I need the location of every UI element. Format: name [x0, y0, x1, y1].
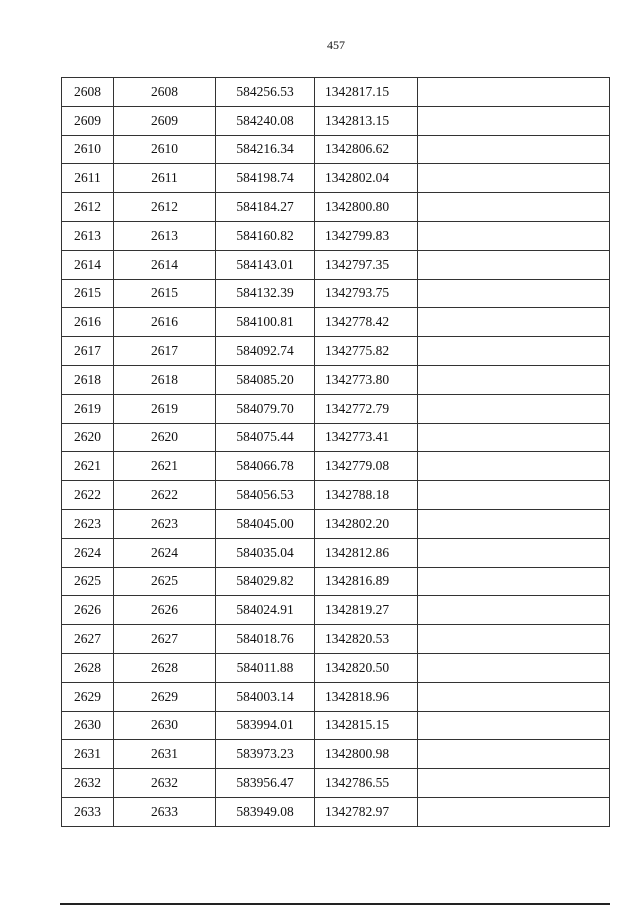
x-coordinate-cell: 583956.47 — [216, 769, 315, 798]
note-cell — [418, 797, 610, 826]
y-coordinate-cell: 1342806.62 — [315, 135, 418, 164]
point-id-cell: 2620 — [114, 423, 216, 452]
note-cell — [418, 106, 610, 135]
x-coordinate-cell: 584256.53 — [216, 78, 315, 107]
table-row — [62, 106, 610, 135]
y-coordinate-cell: 1342818.96 — [315, 682, 418, 711]
table-row — [62, 193, 610, 222]
note-cell — [418, 394, 610, 423]
point-number-cell: 2612 — [62, 193, 114, 222]
point-id-cell: 2633 — [114, 797, 216, 826]
point-id-cell: 2629 — [114, 682, 216, 711]
point-id-cell: 2611 — [114, 164, 216, 193]
point-number-cell: 2614 — [62, 250, 114, 279]
point-number-cell: 2624 — [62, 538, 114, 567]
point-number-cell: 2623 — [62, 509, 114, 538]
y-coordinate-cell: 1342793.75 — [315, 279, 418, 308]
note-cell — [418, 567, 610, 596]
y-coordinate-cell: 1342819.27 — [315, 596, 418, 625]
note-cell — [418, 221, 610, 250]
table-row — [62, 769, 610, 798]
x-coordinate-cell: 584029.82 — [216, 567, 315, 596]
point-number-cell: 2629 — [62, 682, 114, 711]
point-number-cell: 2613 — [62, 221, 114, 250]
x-coordinate-cell: 584011.88 — [216, 653, 315, 682]
y-coordinate-cell: 1342779.08 — [315, 452, 418, 481]
point-id-cell: 2613 — [114, 221, 216, 250]
point-number-cell: 2615 — [62, 279, 114, 308]
table-row — [62, 365, 610, 394]
y-coordinate-cell: 1342800.98 — [315, 740, 418, 769]
note-cell — [418, 337, 610, 366]
x-coordinate-cell: 584240.08 — [216, 106, 315, 135]
point-number-cell: 2608 — [62, 78, 114, 107]
x-coordinate-cell: 584085.20 — [216, 365, 315, 394]
x-coordinate-cell: 584092.74 — [216, 337, 315, 366]
point-number-cell: 2621 — [62, 452, 114, 481]
point-number-cell: 2620 — [62, 423, 114, 452]
table-row — [62, 625, 610, 654]
table-row — [62, 279, 610, 308]
y-coordinate-cell: 1342820.53 — [315, 625, 418, 654]
point-id-cell: 2608 — [114, 78, 216, 107]
y-coordinate-cell: 1342782.97 — [315, 797, 418, 826]
point-id-cell: 2619 — [114, 394, 216, 423]
x-coordinate-cell: 584066.78 — [216, 452, 315, 481]
table-row — [62, 221, 610, 250]
point-number-cell: 2632 — [62, 769, 114, 798]
table-row — [62, 250, 610, 279]
y-coordinate-cell: 1342786.55 — [315, 769, 418, 798]
x-coordinate-cell: 584056.53 — [216, 481, 315, 510]
y-coordinate-cell: 1342799.83 — [315, 221, 418, 250]
note-cell — [418, 78, 610, 107]
point-id-cell: 2626 — [114, 596, 216, 625]
point-number-cell: 2610 — [62, 135, 114, 164]
point-id-cell: 2609 — [114, 106, 216, 135]
x-coordinate-cell: 584079.70 — [216, 394, 315, 423]
point-id-cell: 2627 — [114, 625, 216, 654]
y-coordinate-cell: 1342797.35 — [315, 250, 418, 279]
y-coordinate-cell: 1342773.80 — [315, 365, 418, 394]
point-id-cell: 2625 — [114, 567, 216, 596]
y-coordinate-cell: 1342773.41 — [315, 423, 418, 452]
point-id-cell: 2628 — [114, 653, 216, 682]
page-number: 457 — [327, 38, 345, 52]
table-row — [62, 452, 610, 481]
point-number-cell: 2618 — [62, 365, 114, 394]
point-number-cell: 2633 — [62, 797, 114, 826]
point-id-cell: 2621 — [114, 452, 216, 481]
note-cell — [418, 452, 610, 481]
table-row — [62, 164, 610, 193]
note-cell — [418, 164, 610, 193]
point-number-cell: 2625 — [62, 567, 114, 596]
note-cell — [418, 250, 610, 279]
point-number-cell: 2619 — [62, 394, 114, 423]
note-cell — [418, 740, 610, 769]
y-coordinate-cell: 1342816.89 — [315, 567, 418, 596]
y-coordinate-cell: 1342817.15 — [315, 78, 418, 107]
table-row — [62, 78, 610, 107]
table-row — [62, 682, 610, 711]
note-cell — [418, 596, 610, 625]
point-number-cell: 2611 — [62, 164, 114, 193]
point-id-cell: 2615 — [114, 279, 216, 308]
table-row — [62, 481, 610, 510]
note-cell — [418, 308, 610, 337]
note-cell — [418, 538, 610, 567]
point-number-cell: 2628 — [62, 653, 114, 682]
y-coordinate-cell: 1342772.79 — [315, 394, 418, 423]
x-coordinate-cell: 584184.27 — [216, 193, 315, 222]
point-id-cell: 2630 — [114, 711, 216, 740]
note-cell — [418, 193, 610, 222]
note-cell — [418, 279, 610, 308]
note-cell — [418, 365, 610, 394]
note-cell — [418, 625, 610, 654]
x-coordinate-cell: 584160.82 — [216, 221, 315, 250]
table-row — [62, 740, 610, 769]
x-coordinate-cell: 584132.39 — [216, 279, 315, 308]
x-coordinate-cell: 584003.14 — [216, 682, 315, 711]
y-coordinate-cell: 1342813.15 — [315, 106, 418, 135]
y-coordinate-cell: 1342802.20 — [315, 509, 418, 538]
note-cell — [418, 711, 610, 740]
x-coordinate-cell: 583949.08 — [216, 797, 315, 826]
note-cell — [418, 682, 610, 711]
table-row — [62, 423, 610, 452]
point-id-cell: 2624 — [114, 538, 216, 567]
y-coordinate-cell: 1342815.15 — [315, 711, 418, 740]
point-number-cell: 2616 — [62, 308, 114, 337]
y-coordinate-cell: 1342802.04 — [315, 164, 418, 193]
note-cell — [418, 509, 610, 538]
y-coordinate-cell: 1342788.18 — [315, 481, 418, 510]
point-id-cell: 2623 — [114, 509, 216, 538]
table-row — [62, 653, 610, 682]
coordinates-table — [61, 77, 610, 827]
table-row — [62, 135, 610, 164]
point-id-cell: 2616 — [114, 308, 216, 337]
point-id-cell: 2622 — [114, 481, 216, 510]
x-coordinate-cell: 584024.91 — [216, 596, 315, 625]
point-id-cell: 2610 — [114, 135, 216, 164]
point-id-cell: 2618 — [114, 365, 216, 394]
table-row — [62, 538, 610, 567]
table-row — [62, 797, 610, 826]
x-coordinate-cell: 584035.04 — [216, 538, 315, 567]
point-number-cell: 2626 — [62, 596, 114, 625]
point-id-cell: 2614 — [114, 250, 216, 279]
table-body — [62, 78, 610, 827]
point-id-cell: 2632 — [114, 769, 216, 798]
point-number-cell: 2609 — [62, 106, 114, 135]
point-id-cell: 2612 — [114, 193, 216, 222]
note-cell — [418, 653, 610, 682]
x-coordinate-cell: 584018.76 — [216, 625, 315, 654]
point-number-cell: 2617 — [62, 337, 114, 366]
x-coordinate-cell: 584045.00 — [216, 509, 315, 538]
y-coordinate-cell: 1342820.50 — [315, 653, 418, 682]
table-row — [62, 308, 610, 337]
point-id-cell: 2617 — [114, 337, 216, 366]
x-coordinate-cell: 584216.34 — [216, 135, 315, 164]
point-number-cell: 2622 — [62, 481, 114, 510]
table-row — [62, 394, 610, 423]
point-number-cell: 2630 — [62, 711, 114, 740]
table-row — [62, 337, 610, 366]
table-row — [62, 567, 610, 596]
note-cell — [418, 423, 610, 452]
table-row — [62, 711, 610, 740]
point-number-cell: 2627 — [62, 625, 114, 654]
y-coordinate-cell: 1342778.42 — [315, 308, 418, 337]
y-coordinate-cell: 1342775.82 — [315, 337, 418, 366]
x-coordinate-cell: 584075.44 — [216, 423, 315, 452]
x-coordinate-cell: 584198.74 — [216, 164, 315, 193]
y-coordinate-cell: 1342800.80 — [315, 193, 418, 222]
x-coordinate-cell: 583973.23 — [216, 740, 315, 769]
note-cell — [418, 769, 610, 798]
point-id-cell: 2631 — [114, 740, 216, 769]
y-coordinate-cell: 1342812.86 — [315, 538, 418, 567]
x-coordinate-cell: 584100.81 — [216, 308, 315, 337]
x-coordinate-cell: 584143.01 — [216, 250, 315, 279]
x-coordinate-cell: 583994.01 — [216, 711, 315, 740]
note-cell — [418, 481, 610, 510]
point-number-cell: 2631 — [62, 740, 114, 769]
table-row — [62, 596, 610, 625]
table-row — [62, 509, 610, 538]
note-cell — [418, 135, 610, 164]
